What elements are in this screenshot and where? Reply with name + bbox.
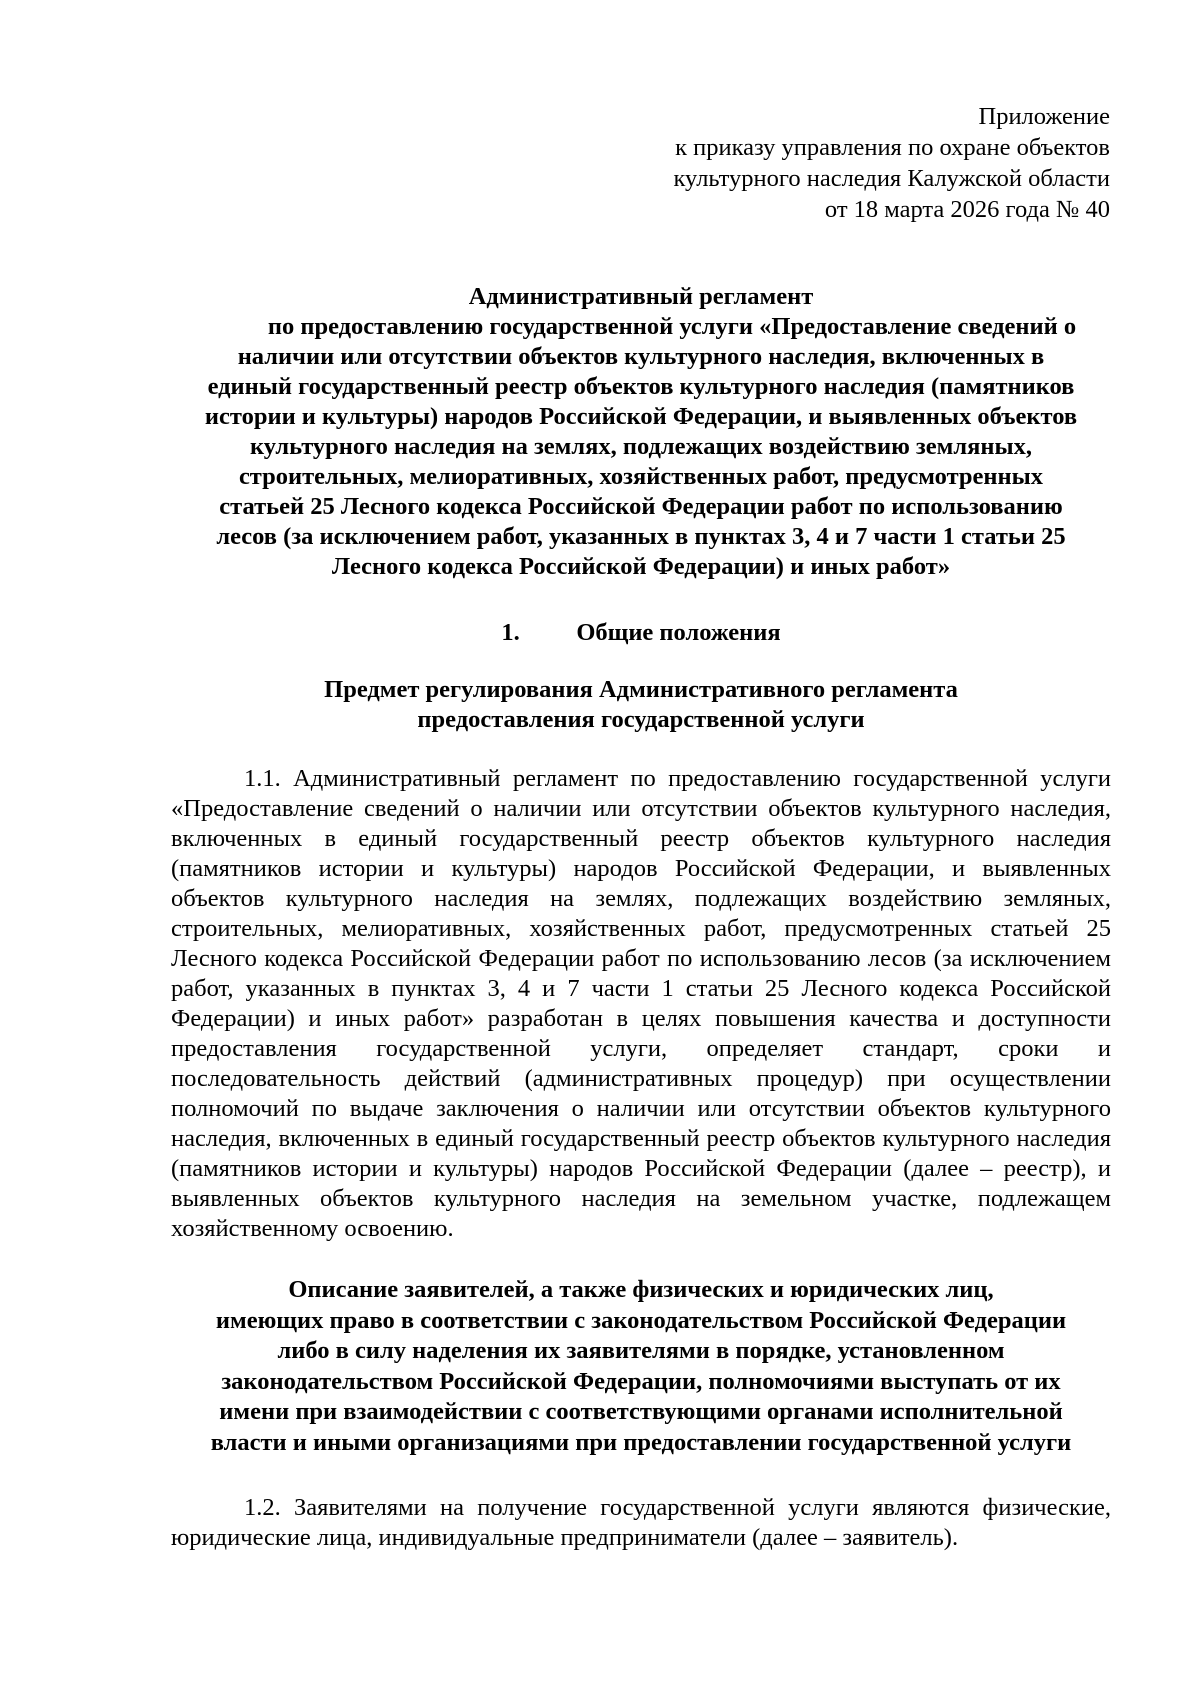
subheading-line: Предмет регулирования Административного регламента	[324, 676, 958, 703]
document-title	[171, 282, 1111, 582]
title-line: Лесного кодекса Российской Федерации) и иных работ»	[331, 553, 951, 580]
appendix-label: Приложение	[978, 103, 1110, 130]
title-line: истории и культуры) народов Российской Федерации, и выявленных объектов	[204, 403, 1078, 430]
appendix-header	[490, 101, 1110, 225]
subheading-line: Описание заявителей, а также физических и юридических лиц,	[288, 1276, 994, 1303]
subheading-line: либо в силу наделения их заявителями в порядке, установленном	[277, 1337, 1005, 1364]
subheading-applicants	[171, 1275, 1111, 1458]
appendix-department: культурного наследия Калужской области	[673, 165, 1110, 192]
paragraph-1-1	[171, 764, 1111, 1244]
section-number: 1.	[501, 619, 520, 646]
subheading-line: предоставления государственной услуги	[417, 706, 865, 733]
subheading-line: имени при взаимодействии с соответствующими органами исполнительной	[219, 1398, 1063, 1425]
title-line: статьей 25 Лесного кодекса Российской Федерации работ по использованию	[219, 493, 1063, 520]
title-line: культурного наследия на землях, подлежащих воздействию земляных,	[250, 433, 1032, 460]
title-line: строительных, мелиоративных, хозяйственных работ, предусмотренных	[238, 463, 1044, 490]
section-title: Общие положения	[576, 619, 781, 646]
appendix-order-ref: к приказу управления по охране объектов	[675, 134, 1110, 161]
paragraph-text: 1.2. Заявителями на получение государственной услуги являются физические, юридические лица, индивидуальные предприниматели (далее – заявитель).	[171, 1494, 1111, 1551]
subheading-line: власти и иными организациями при предоставлении государственной услуги	[210, 1428, 1072, 1456]
title-line: Административный регламент	[468, 283, 814, 310]
subheading-line: законодательством Российской Федерации, полномочиями выступать от их	[221, 1367, 1061, 1395]
paragraph-1-2	[171, 1493, 1111, 1553]
subheading-line: имеющих право в соответствии с законодательством Российской Федерации	[215, 1306, 1067, 1334]
appendix-date-number: от 18 марта 2026 года № 40	[824, 196, 1110, 223]
title-line: лесов (за исключением работ, указанных в пунктах 3, 4 и 7 части 1 статьи 25	[216, 523, 1066, 550]
title-line: наличии или отсутствии объектов культурного наследия, включенных в	[237, 343, 1045, 370]
paragraph-text: 1.1. Административный регламент по предоставлению государственной услуги «Предоставление сведений о наличии или отсутствии объектов культурного наследия, включенных в единый государственный реестр объектов культурного наследия (памятников истории и культуры) народов Российской Федерации, и выявленных объектов культурного наследия на землях, подлежащих воздействию земляных, строительных, мелиоративных, хозяйственных работ, предусмотренных статьей 25 Лесного кодекса Российской Федерации работ по использованию лесов (за исключением работ, указанных в пунктах 3, 4 и 7 части 1 статьи 25 Лесного кодекса Российской Федерации) и иных работ» разработан в целях повышения качества и доступности предоставления государственной услуги, определяет стандарт, сроки и последовательность действий (административных процедур) при осуществлении полномочий по выдаче заключения о наличии или отсутствии объектов культурного наследия, включенных в единый государственный реестр объектов культурного наследия (памятников истории и культуры) народов Российской Федерации (далее – реестр), и выявленных объектов культурного наследия на земельном участке, подлежащем хозяйственному освоению.	[171, 765, 1111, 1242]
title-line: по предоставлению государственной услуги «Предоставление сведений о	[267, 313, 1077, 340]
title-line: единый государственный реестр объектов культурного наследия (памятников	[207, 373, 1075, 400]
section-heading	[171, 618, 1111, 648]
subheading-subject	[171, 675, 1111, 735]
